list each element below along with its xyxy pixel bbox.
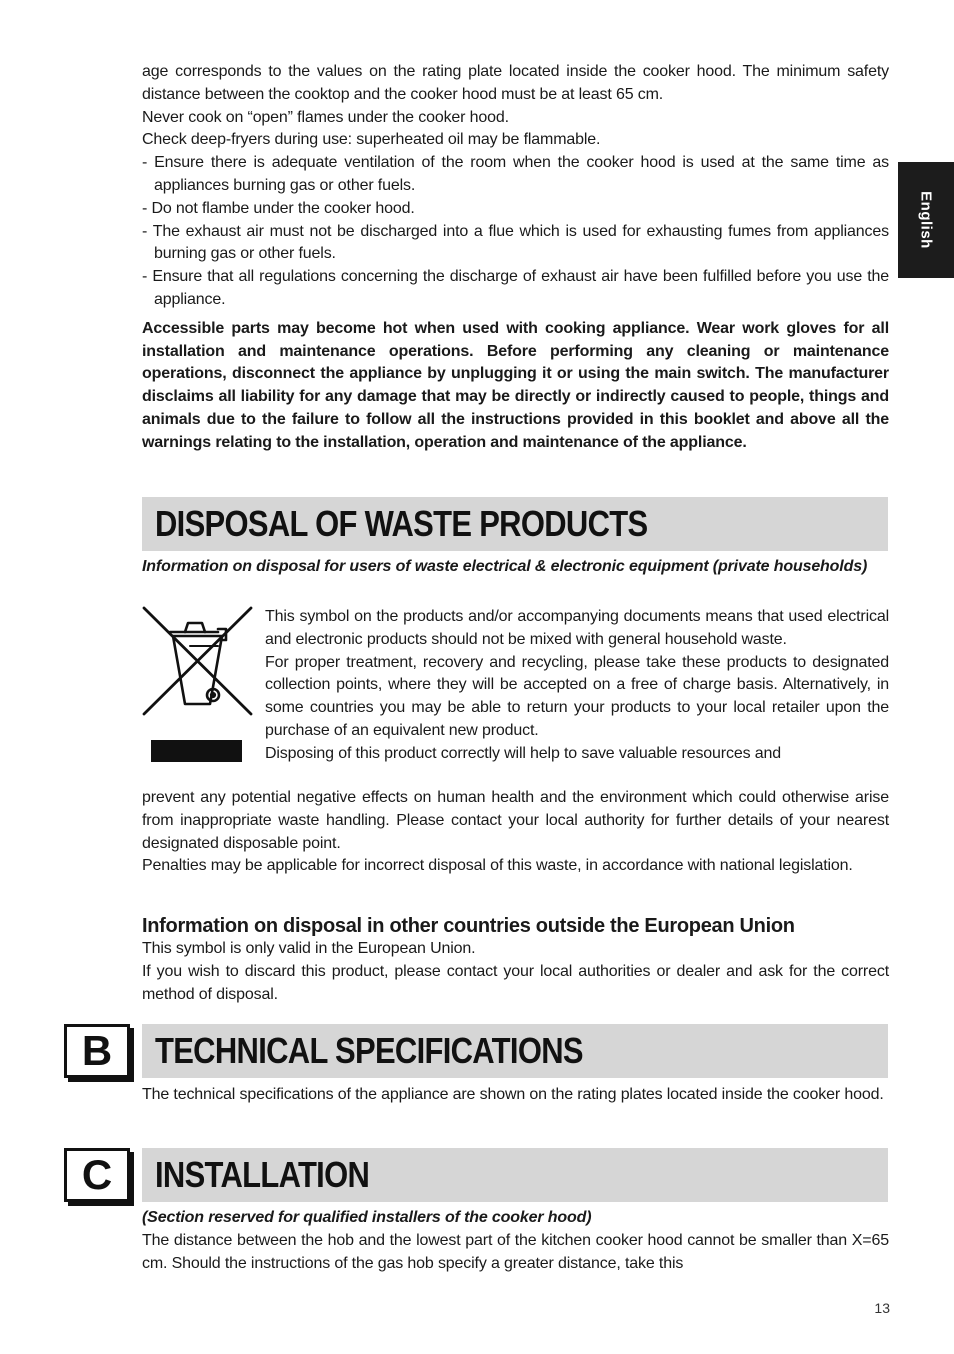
outside-eu-heading: Information on disposal in other countries outside the European Union <box>142 915 795 937</box>
disposal-paragraph: For proper treatment, recovery and recycling, please take these products to designated collection points, where they will be accepted on a free of charge basis. Alternatively, in some countries you may be able to return your products to your local retailer upon the purchase of an equivalent new product. <box>265 653 889 739</box>
disposal-subtitle: Information on disposal for users of waste electrical & electronic equipment (private households) <box>142 558 868 575</box>
intro-bullet: - Ensure there is adequate ventilation of the room when the cooker hood is used at the same time as appliances burning gas or other fuels. <box>142 154 889 194</box>
technical-header-bar <box>142 1024 888 1078</box>
intro-line: age corresponds to the values on the rating plate located inside the cooker hood. The minimum safety distance between the cooktop and the cooker hood must be at least 65 cm. <box>142 63 889 103</box>
intro-line: Never cook on “open” flames under the cooker hood. <box>142 108 509 126</box>
outside-eu-text: This symbol is only valid in the European Union. <box>142 940 476 957</box>
installation-block <box>142 1207 889 1275</box>
installation-title: INSTALLATION <box>155 1154 370 1195</box>
outside-eu-block <box>142 914 889 1006</box>
technical-text: The technical specifications of the appliance are shown on the rating plates located inside the cooker hood. <box>142 1086 884 1103</box>
technical-title: TECHNICAL SPECIFICATIONS <box>155 1030 583 1071</box>
installation-subtitle: (Section reserved for qualified installers of the cooker hood) <box>142 1209 592 1226</box>
disposal-paragraph: prevent any potential negative effects on human health and the environment which could otherwise arise from inappropriate waste handling. Please contact your local authority for further details of your nearest designated disposable point. <box>142 789 889 852</box>
intro-bullet: - The exhaust air must not be discharged into a flue which is used for exhausting fumes from appliances burning gas or other fuels. <box>142 222 889 263</box>
disposal-header-bar <box>142 497 888 551</box>
section-letter: C <box>81 1151 113 1198</box>
disposal-paragraph: Penalties may be applicable for incorrect disposal of this waste, in accordance with national legislation. <box>142 857 853 875</box>
page-number: 13 <box>874 1300 890 1316</box>
disposal-paragraph: This symbol on the products and/or accompanying documents means that used electrical and electronic products should not be mixed with general household waste. <box>265 608 889 648</box>
disposal-symbol-text <box>265 606 889 766</box>
technical-block <box>142 1084 889 1107</box>
installation-header-bar <box>142 1148 888 1202</box>
disposal-continued <box>142 787 889 878</box>
section-letter: B <box>81 1027 113 1074</box>
intro-bullet: - Ensure that all regulations concerning the discharge of exhaust air have been fulfilled before you use the appliance. <box>142 268 889 308</box>
intro-section <box>142 61 889 455</box>
intro-bullet: - Do not flambe under the cooker hood. <box>142 199 415 217</box>
intro-line: Check deep-fryers during use: superheated oil may be flammable. <box>142 131 601 149</box>
section-letter-b <box>64 1024 130 1078</box>
disposal-subtitle-block <box>142 556 889 579</box>
crossed-out-wheelie-bin-icon <box>140 602 255 764</box>
outside-eu-text: If you wish to discard this product, please contact your local authorities or dealer and ask for the correct method of disposal. <box>142 962 889 1003</box>
language-tab <box>898 162 954 278</box>
language-tab-label: English <box>917 191 935 249</box>
disposal-paragraph: Disposing of this product correctly will help to save valuable resources and <box>265 744 781 762</box>
warning-paragraph: Accessible parts may become hot when used with cooking appliance. Wear work gloves for all installation and maintenance operations. Before performing any cleaning or maintenance operations, disconnect the appliance by unplugging it or using the main switch. The manufacturer disclaims all liability for any damage that may be directly or indirectly caused to people, things and animals due to the failure to follow all the instructions provided in this booklet and above all the warnings relating to the installation, operation and maintenance of the appliance. <box>142 319 889 451</box>
disposal-title: DISPOSAL OF WASTE PRODUCTS <box>155 503 648 544</box>
section-letter-c <box>64 1148 130 1202</box>
installation-text: The distance between the hob and the lowest part of the kitchen cooker hood cannot be smaller than X=65 cm. Should the instructions of the gas hob specify a greater distance, take this <box>142 1231 889 1272</box>
